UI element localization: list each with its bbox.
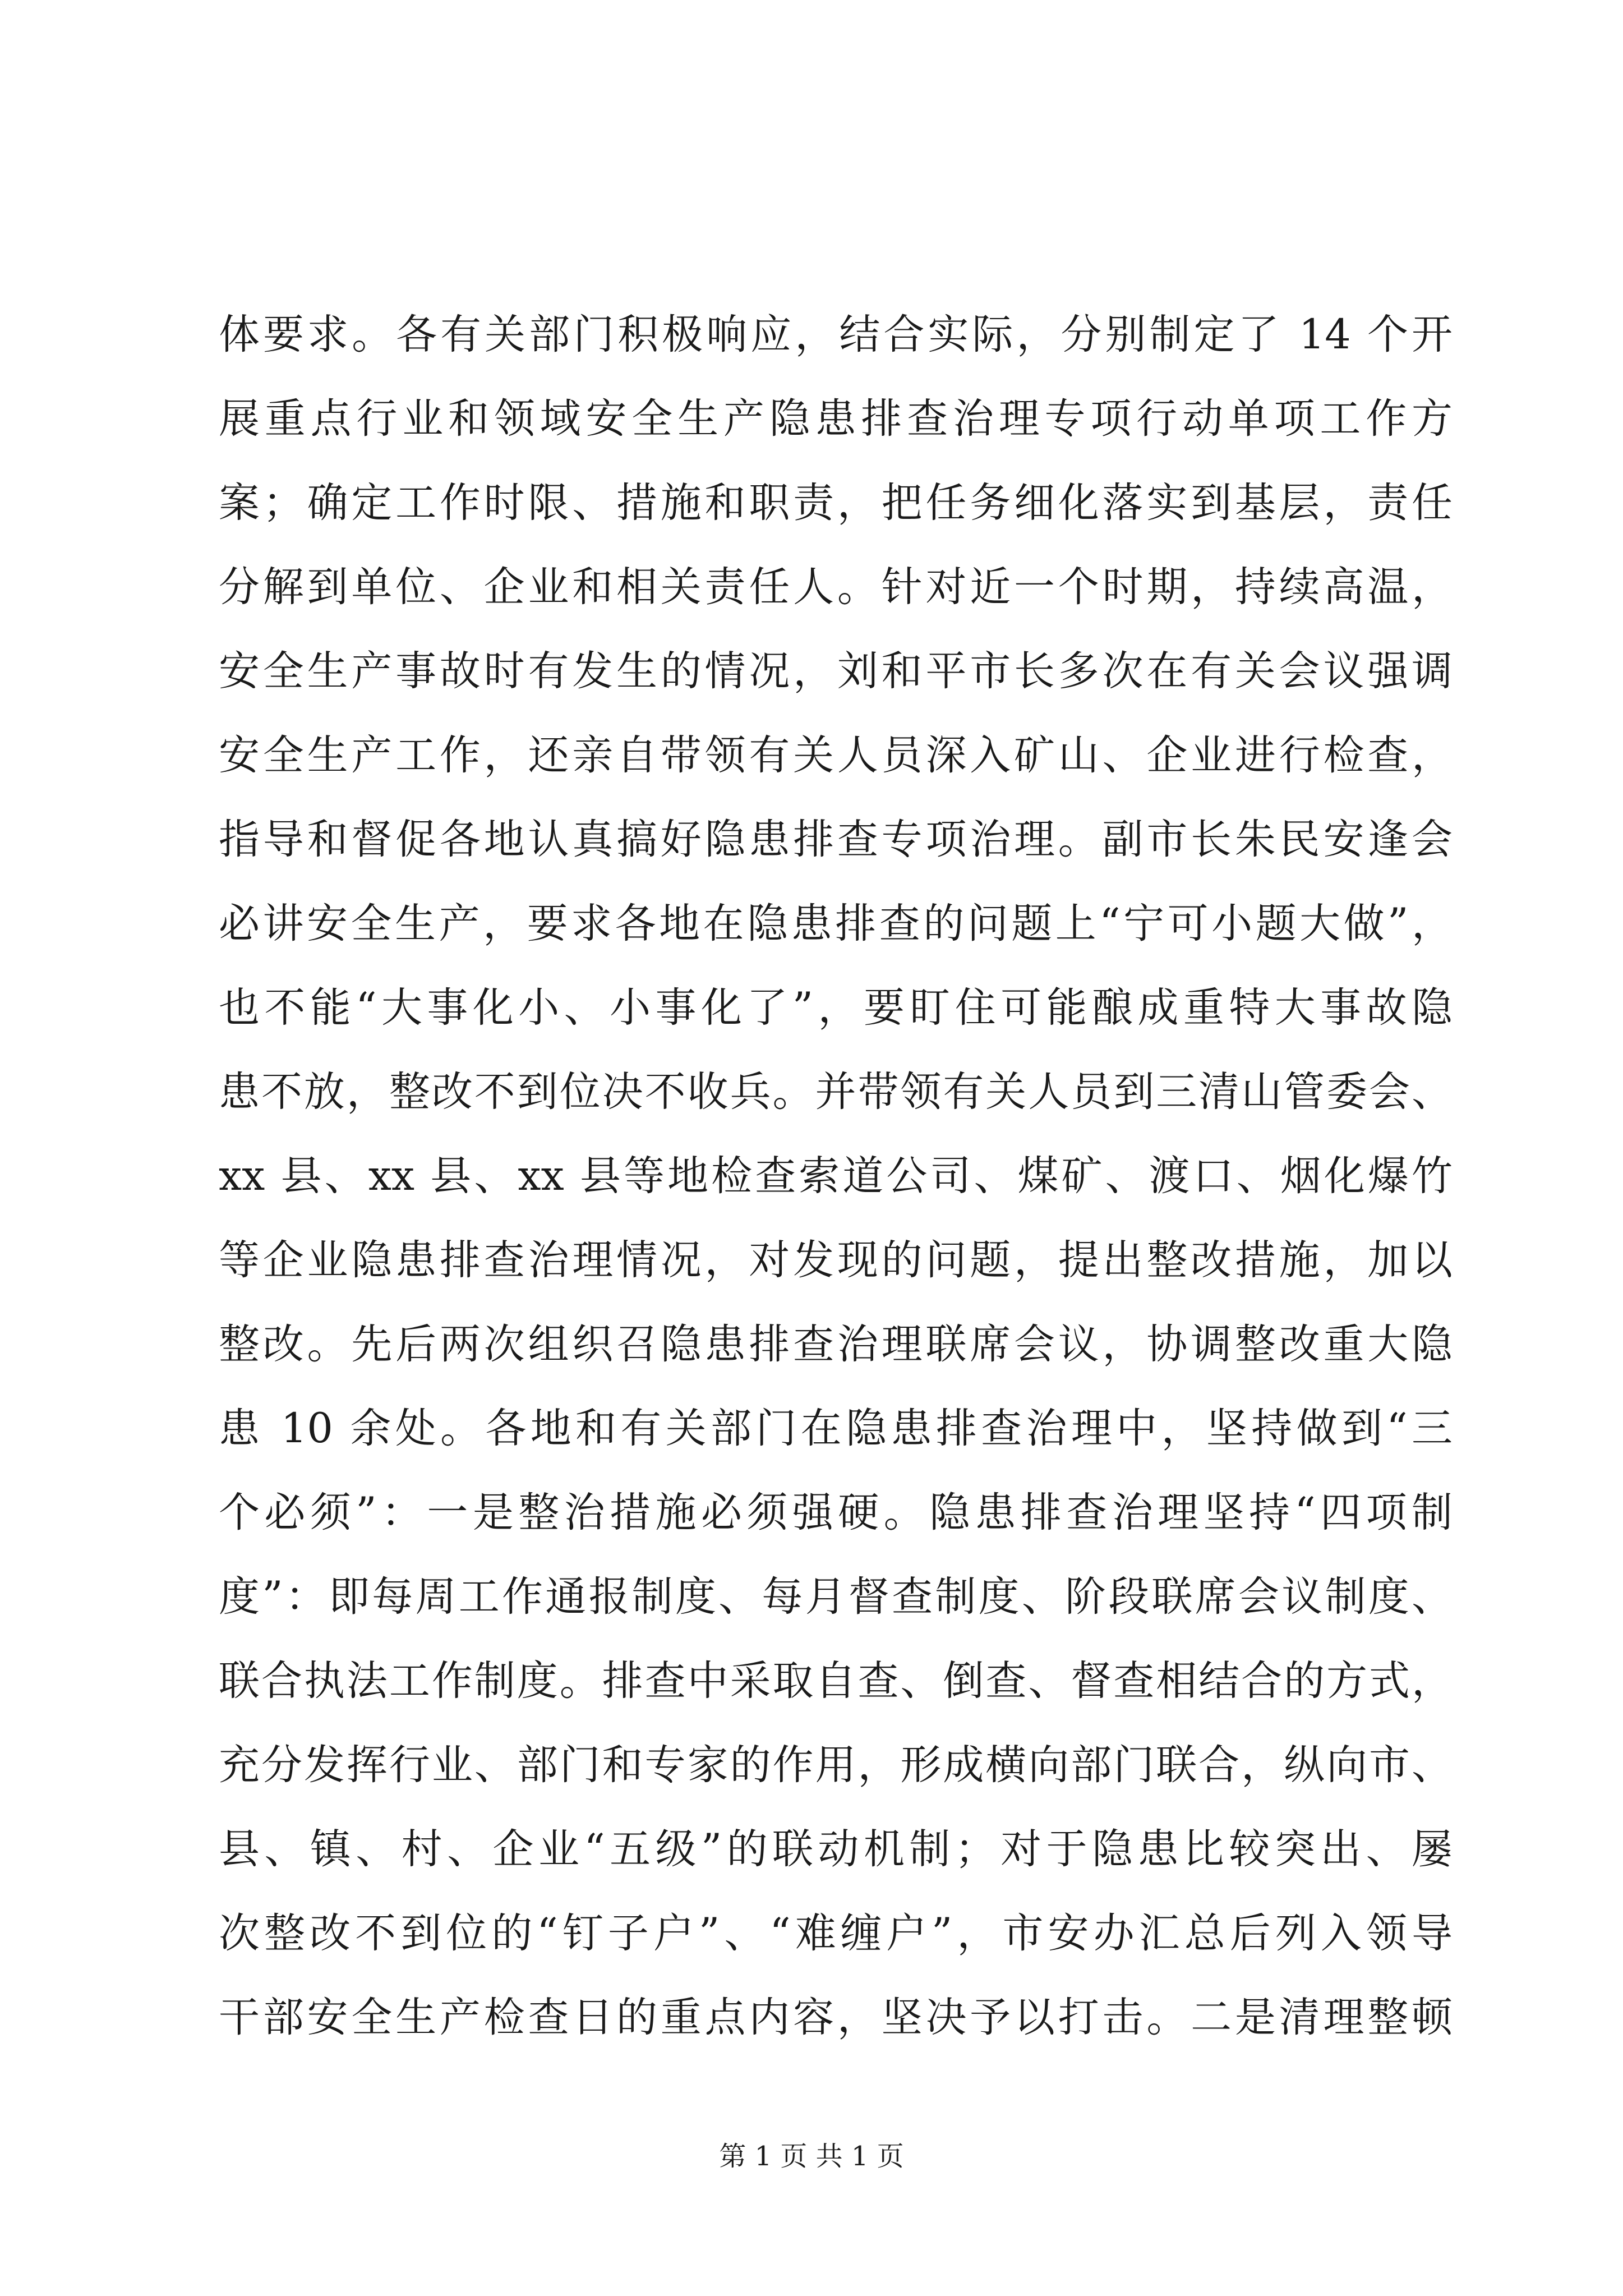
text-line: 患不放，整改不到位决不收兵。并带领有关人员到三清山管委会、 (219, 1068, 1453, 1116)
text-line: 干部安全生产检查日的重点内容，坚决予以打击。二是清理整顿 (219, 1994, 1453, 2041)
text-line: 体要求。各有关部门积极响应，结合实际，分别制定了 14 个开 (219, 311, 1453, 358)
text-line: 个必须”：一是整治措施必须强硬。隐患排查治理坚持“四项制 (219, 1489, 1453, 1536)
text-line: 分解到单位、企业和相关责任人。针对近一个时期，持续高温， (219, 563, 1453, 611)
text-line: 展重点行业和领域安全生产隐患排查治理专项行动单项工作方 (219, 395, 1453, 443)
page-number-footer: 第 1 页 共 1 页 (719, 2141, 904, 2172)
text-line: 等企业隐患排查治理情况，对发现的问题，提出整改措施，加以 (219, 1236, 1453, 1284)
text-line: 必讲安全生产，要求各地在隐患排查的问题上“宁可小题大做”， (219, 900, 1453, 947)
text-line: 联合执法工作制度。排查中采取自查、倒查、督查相结合的方式， (219, 1657, 1453, 1705)
text-line: 县、镇、村、企业“五级”的联动机制；对于隐患比较突出、屡 (219, 1825, 1453, 1873)
text-line: 次整改不到位的“钉子户”、“难缠户”，市安办汇总后列入领导 (219, 1910, 1453, 1957)
text-line: 安全生产事故时有发生的情况，刘和平市长多次在有关会议强调 (219, 647, 1453, 695)
text-line: xx 县、xx 县、xx 县等地检查索道公司、煤矿、渡口、烟化爆竹 (219, 1152, 1453, 1200)
text-line: 度”：即每周工作通报制度、每月督查制度、阶段联席会议制度、 (219, 1573, 1453, 1621)
text-line: 整改。先后两次组织召隐患排查治理联席会议，协调整改重大隐 (219, 1320, 1453, 1368)
text-line: 指导和督促各地认真搞好隐患排查专项治理。副市长朱民安逢会 (219, 816, 1453, 863)
text-line: 案；确定工作时限、措施和职责，把任务细化落实到基层，责任 (219, 479, 1453, 527)
text-line: 充分发挥行业、部门和专家的作用，形成横向部门联合，纵向市、 (219, 1741, 1453, 1789)
text-line: 患 10 余处。各地和有关部门在隐患排查治理中，坚持做到“三 (219, 1405, 1453, 1452)
text-line: 安全生产工作，还亲自带领有关人员深入矿山、企业进行检查， (219, 731, 1453, 779)
text-line: 也不能“大事化小、小事化了”，要盯住可能酿成重特大事故隐 (219, 984, 1453, 1032)
body-text (219, 293, 1453, 2060)
